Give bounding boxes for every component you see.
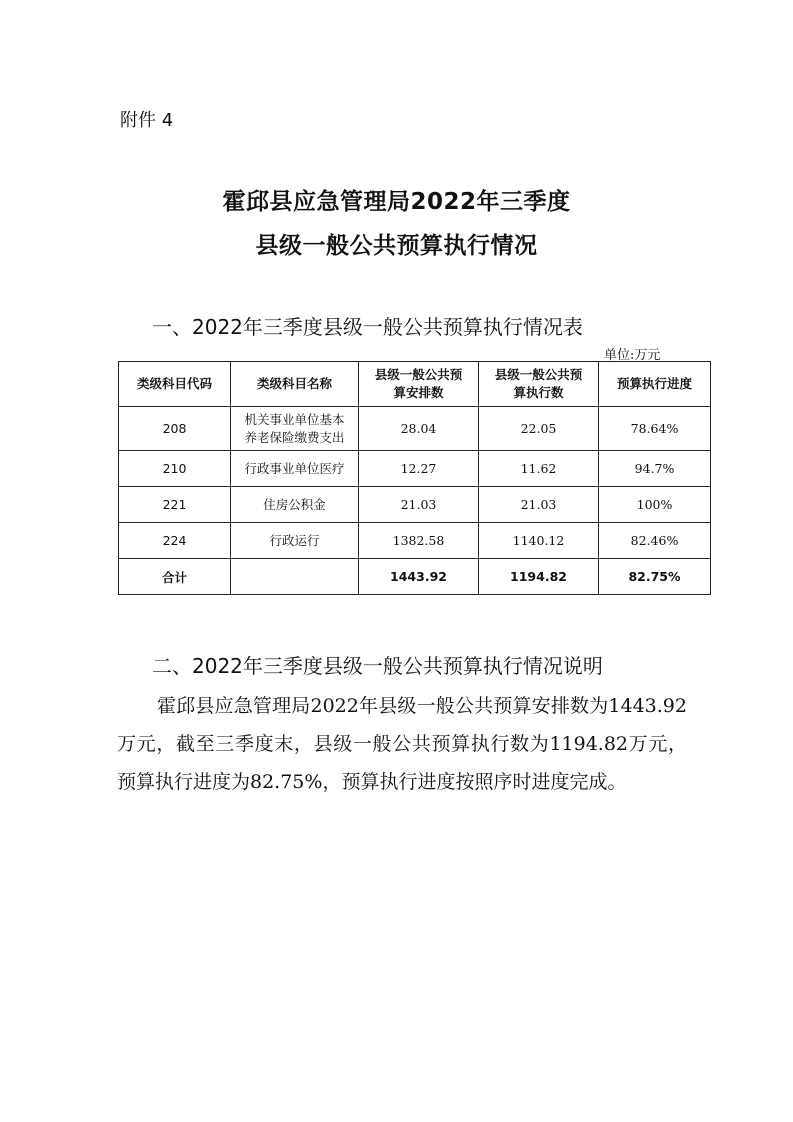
table-header-row	[119, 362, 711, 407]
header-budget	[359, 362, 479, 407]
document-title-line1: 霍邱县应急管理局2022年三季度	[222, 189, 571, 215]
cell-code: 224	[119, 523, 231, 559]
cell-executed: 1140.12	[479, 523, 599, 559]
cell-progress: 78.64%	[599, 407, 711, 451]
total-executed: 1194.82	[479, 559, 599, 595]
cell-progress: 82.46%	[599, 523, 711, 559]
cell-name: 行政事业单位医疗	[231, 451, 359, 487]
table-row	[119, 523, 711, 559]
section1-heading: 一、2022年三季度县级一般公共预算执行情况表	[152, 315, 583, 339]
cell-budget: 21.03	[359, 487, 479, 523]
header-executed	[479, 362, 599, 407]
header-code: 类级科目代码	[119, 362, 231, 407]
total-budget: 1443.92	[359, 559, 479, 595]
cell-budget: 28.04	[359, 407, 479, 451]
cell-budget: 12.27	[359, 451, 479, 487]
attachment-label: 附件 4	[120, 110, 174, 131]
cell-executed: 22.05	[479, 407, 599, 451]
table-total-row	[119, 559, 711, 595]
table-row	[119, 451, 711, 487]
budget-execution-table	[118, 361, 711, 595]
cell-budget: 1382.58	[359, 523, 479, 559]
cell-executed: 11.62	[479, 451, 599, 487]
cell-executed: 21.03	[479, 487, 599, 523]
total-label: 合计	[119, 559, 231, 595]
table-row	[119, 407, 711, 451]
cell-name: 住房公积金	[231, 487, 359, 523]
header-budget-text: 县级一般公共预算安排数	[374, 367, 463, 400]
unit-label: 单位:万元	[604, 348, 661, 363]
table-row	[119, 487, 711, 523]
total-progress: 82.75%	[599, 559, 711, 595]
cell-code: 208	[119, 407, 231, 451]
cell-name: 行政运行	[231, 523, 359, 559]
cell-progress: 100%	[599, 487, 711, 523]
header-executed-text: 县级一般公共预算执行数	[494, 367, 583, 400]
total-name	[231, 559, 359, 595]
header-name: 类级科目名称	[231, 362, 359, 407]
document-title-line2: 县级一般公共预算执行情况	[255, 233, 538, 259]
cell-name	[231, 407, 359, 451]
explanation-section	[117, 687, 687, 801]
cell-code: 210	[119, 451, 231, 487]
explanation-paragraph: 霍邱县应急管理局2022年县级一般公共预算安排数为1443.92万元，截至三季度末，县级一般公共预算执行数为1194.82万元，预算执行进度为82.75%，预算执行进度按照序时进度完成。	[117, 695, 687, 793]
cell-progress: 94.7%	[599, 451, 711, 487]
header-progress: 预算执行进度	[599, 362, 711, 407]
cell-name-text: 机关事业单位基本养老保险缴费支出	[244, 411, 345, 445]
section2-heading: 二、2022年三季度县级一般公共预算执行情况说明	[152, 654, 603, 678]
cell-code: 221	[119, 487, 231, 523]
